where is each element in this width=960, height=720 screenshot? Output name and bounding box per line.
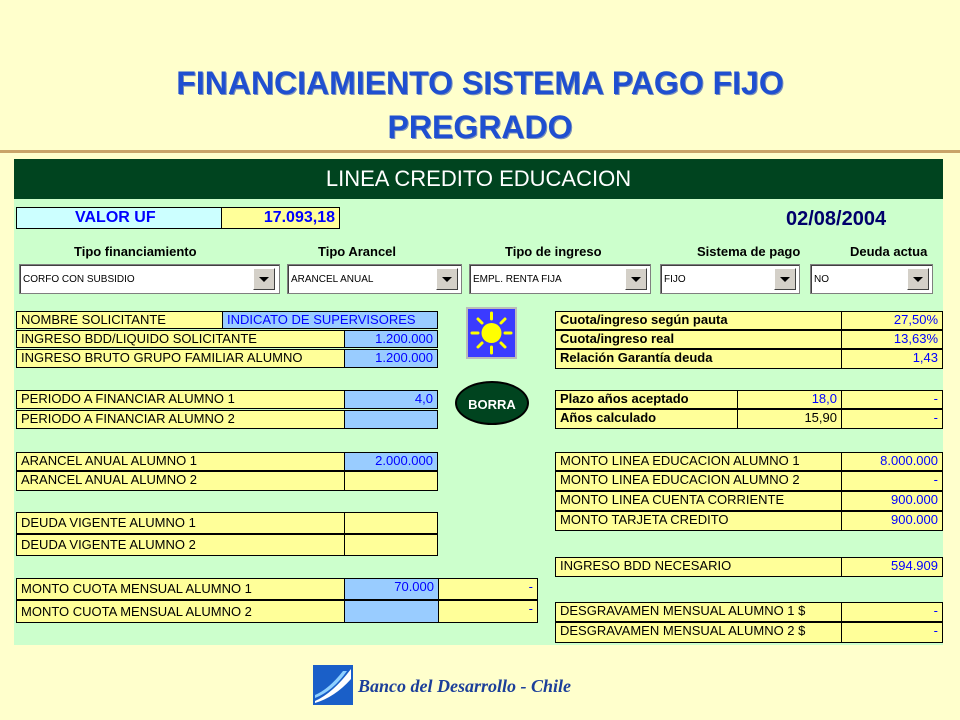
deuda-alumno1-label: DEUDA VIGENTE ALUMNO 1 xyxy=(16,512,345,534)
anos-extra: - xyxy=(841,409,943,429)
borra-button[interactable]: BORRA xyxy=(455,381,529,425)
cuota-pauta-label: Cuota/ingreso según pauta xyxy=(555,311,842,330)
cuota-alumno2-label: MONTO CUOTA MENSUAL ALUMNO 2 xyxy=(16,600,345,623)
nombre-solicitante-value[interactable]: INDICATO DE SUPERVISORES xyxy=(222,311,438,329)
cuota-real-label: Cuota/ingreso real xyxy=(555,330,842,349)
page-title-line2: PREGRADO xyxy=(387,109,573,145)
chevron-down-icon[interactable] xyxy=(625,268,647,290)
valor-uf-label: VALOR UF xyxy=(16,207,222,229)
monto-cc-value: 900.000 xyxy=(841,491,943,511)
chevron-down-icon[interactable] xyxy=(253,268,275,290)
anos-value: 15,90 xyxy=(737,409,842,429)
valor-uf-value[interactable]: 17.093,18 xyxy=(221,207,340,229)
anos-label: Años calculado xyxy=(555,409,738,429)
periodo-alumno2-value[interactable] xyxy=(344,410,438,429)
periodo-alumno1-label: PERIODO A FINANCIAR ALUMNO 1 xyxy=(16,390,345,409)
nombre-solicitante-label: NOMBRE SOLICITANTE xyxy=(16,311,223,329)
bank-logo-icon xyxy=(313,665,353,705)
arancel-alumno2-label: ARANCEL ANUAL ALUMNO 2 xyxy=(16,471,345,491)
ingreso-necesario-label: INGRESO BDD NECESARIO xyxy=(555,557,842,577)
header-deuda-actual: Deuda actua xyxy=(850,244,928,259)
header-sistema-pago: Sistema de pago xyxy=(697,244,801,259)
sistema-pago-value: FIJO xyxy=(664,274,686,285)
chevron-down-icon[interactable] xyxy=(774,268,796,290)
periodo-alumno2-label: PERIODO A FINANCIAR ALUMNO 2 xyxy=(16,410,345,429)
monto-edu1-label: MONTO LINEA EDUCACION ALUMNO 1 xyxy=(555,452,842,471)
sun-icon xyxy=(468,309,515,357)
ingreso-bdd-label: INGRESO BDD/LIQUIDO SOLICITANTE xyxy=(16,330,345,348)
garantia-label: Relación Garantía deuda xyxy=(555,349,842,369)
cuota-alumno1-label: MONTO CUOTA MENSUAL ALUMNO 1 xyxy=(16,578,345,600)
plazo-value: 18,0 xyxy=(737,390,842,409)
arancel-alumno1-label: ARANCEL ANUAL ALUMNO 1 xyxy=(16,452,345,471)
desgravamen1-label: DESGRAVAMEN MENSUAL ALUMNO 1 $ xyxy=(555,602,842,622)
desgravamen1-value: - xyxy=(841,602,943,622)
ingreso-necesario-value: 594.909 xyxy=(841,557,943,577)
header-tipo-arancel: Tipo Arancel xyxy=(318,244,397,259)
bank-logo xyxy=(313,665,353,705)
cuota-pauta-value: 27,50% xyxy=(841,311,943,330)
bank-name: Banco del Desarrollo - Chile xyxy=(358,676,572,696)
monto-edu2-value: - xyxy=(841,471,943,491)
cuota-alumno1-value[interactable]: 70.000 xyxy=(344,578,439,600)
monto-edu1-value: 8.000.000 xyxy=(841,452,943,471)
monto-edu2-label: MONTO LINEA EDUCACION ALUMNO 2 xyxy=(555,471,842,491)
cuota-alumno2-extra: - xyxy=(438,600,538,623)
current-date: 02/08/2004 xyxy=(786,208,887,230)
calculate-button[interactable] xyxy=(466,307,517,359)
chevron-down-icon[interactable] xyxy=(436,268,458,290)
periodo-alumno1-value[interactable]: 4,0 xyxy=(344,390,438,409)
tipo-ingreso-value: EMPL. RENTA FIJA xyxy=(473,274,562,285)
arancel-alumno1-value[interactable]: 2.000.000 xyxy=(344,452,438,471)
ingreso-bruto-label: INGRESO BRUTO GRUPO FAMILIAR ALUMNO xyxy=(16,349,345,368)
desgravamen2-value: - xyxy=(841,622,943,643)
chevron-down-icon[interactable] xyxy=(907,268,929,290)
deuda-alumno2-label: DEUDA VIGENTE ALUMNO 2 xyxy=(16,534,345,556)
deuda-alumno1-value[interactable] xyxy=(344,512,438,534)
header-tipo-ingreso: Tipo de ingreso xyxy=(505,244,602,259)
garantia-value: 1,43 xyxy=(841,349,943,369)
arancel-alumno2-value[interactable] xyxy=(344,471,438,491)
sheet-banner: LINEA CREDITO EDUCACION xyxy=(14,159,943,199)
tipo-financiamiento-select[interactable] xyxy=(19,264,280,294)
tipo-ingreso-select[interactable] xyxy=(469,264,651,294)
page-title-line1: FINANCIAMIENTO SISTEMA PAGO FIJO xyxy=(176,65,784,101)
monto-tc-value: 900.000 xyxy=(841,511,943,531)
cuota-alumno1-extra: - xyxy=(438,578,538,600)
cuota-real-value: 13,63% xyxy=(841,330,943,349)
tipo-financiamiento-value: CORFO CON SUBSIDIO xyxy=(23,274,135,285)
plazo-extra: - xyxy=(841,390,943,409)
plazo-label: Plazo años aceptado xyxy=(555,390,738,409)
tipo-arancel-value: ARANCEL ANUAL xyxy=(291,274,374,285)
ingreso-bdd-value[interactable]: 1.200.000 xyxy=(344,330,438,348)
monto-cc-label: MONTO LINEA CUENTA CORRIENTE xyxy=(555,491,842,511)
ingreso-bruto-value[interactable]: 1.200.000 xyxy=(344,349,438,368)
deuda-alumno2-value[interactable] xyxy=(344,534,438,556)
cuota-alumno2-value[interactable] xyxy=(344,600,439,623)
monto-tc-label: MONTO TARJETA CREDITO xyxy=(555,511,842,531)
title-divider xyxy=(0,150,960,153)
deuda-actual-value: NO xyxy=(814,274,829,285)
header-tipo-financiamiento: Tipo financiamiento xyxy=(74,244,197,259)
desgravamen2-label: DESGRAVAMEN MENSUAL ALUMNO 2 $ xyxy=(555,622,842,643)
